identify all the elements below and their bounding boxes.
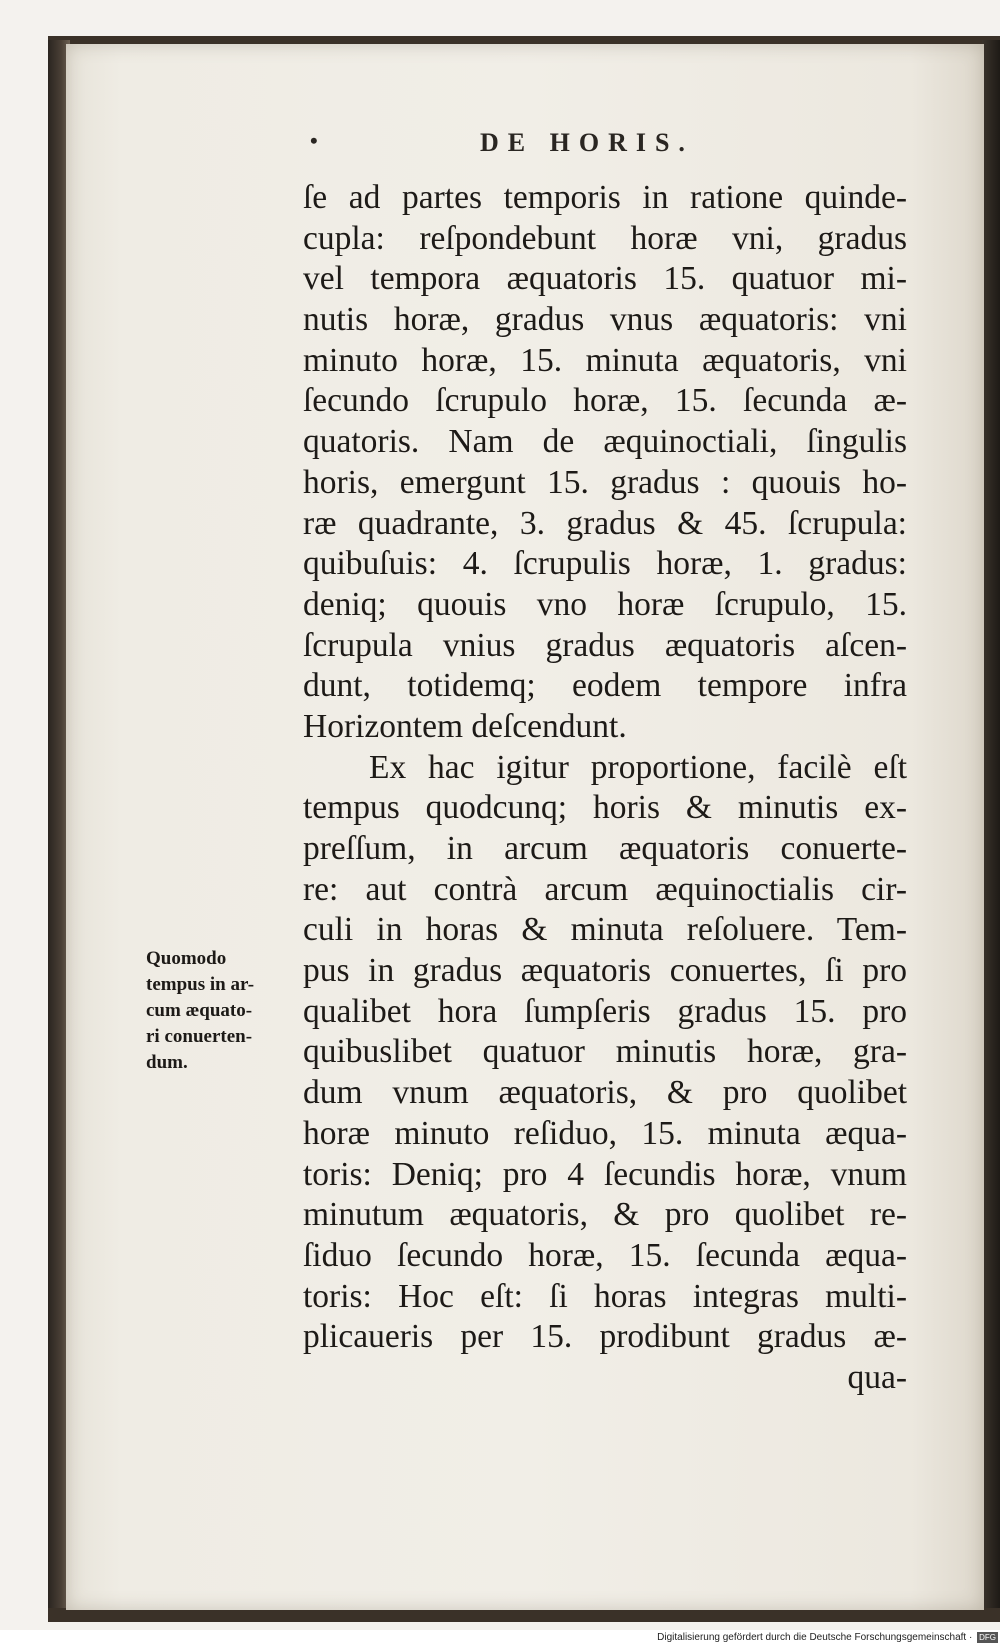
marginal-line: ri conuerten- <box>146 1026 253 1047</box>
text-line: toris: Hoc eſt: ſi horas integras multi- <box>303 1277 907 1315</box>
credit-text: Digitalisierung gefördert durch die Deutsche Forschungsgemeinschaft · <box>657 1632 973 1643</box>
book-edge-right <box>982 40 1000 1620</box>
text-line: vel tempora æquatoris 15. quatuor mi- <box>303 260 907 298</box>
marginal-note <box>146 946 296 1076</box>
body-text <box>303 178 907 1399</box>
text-line: Horizontem deſcendunt. <box>303 707 627 745</box>
marginal-line: Quomodo <box>146 948 227 969</box>
marginal-line: dum. <box>146 1052 188 1073</box>
text-line: dum vnum æquatoris, & pro quolibet <box>303 1074 907 1112</box>
header-title: DE HORIS. <box>480 128 694 157</box>
text-line: quatoris. Nam de æquinoctiali, ſingulis <box>303 423 907 461</box>
marginal-line: cum æquato- <box>146 1000 253 1021</box>
text-line: qualibet hora ſumpſeris gradus 15. pro <box>303 992 907 1030</box>
text-line: toris: Deniq; pro 4 ſecundis horæ, vnum <box>303 1155 907 1193</box>
text-line: horis, emergunt 15. gradus : quouis ho- <box>303 463 907 501</box>
text-line: deniq; quouis vno horæ ſcrupulo, 15. <box>303 585 907 623</box>
text-line: ſcrupula vnius gradus æquatoris aſcen- <box>303 626 907 664</box>
text-line: re: aut contrà arcum æquinoctialis cir- <box>303 870 907 908</box>
text-line: quibuslibet quatuor minutis horæ, gra- <box>303 1033 907 1071</box>
text-line: minuto horæ, 15. minuta æquatoris, vni <box>303 341 907 379</box>
text-line: Ex hac igitur proportione, facilè eſt <box>369 748 907 786</box>
text-line: cupla: reſpondebunt horæ vni, gradus <box>303 219 907 257</box>
text-line: ræ quadrante, 3. gradus & 45. ſcrupula: <box>303 504 907 542</box>
running-header <box>310 128 910 168</box>
text-line: preſſum, in arcum æquatoris conuerte- <box>303 830 907 867</box>
text-line: quibuſuis: 4. ſcrupulis horæ, 1. gradus: <box>303 545 907 583</box>
text-line: nutis horæ, gradus vnus æquatoris: vni <box>303 301 907 339</box>
text-line: pus in gradus æquatoris conuertes, ſi pro <box>303 952 907 990</box>
digitization-credit <box>578 1632 998 1643</box>
text-line: ſiduo ſecundo horæ, 15. ſecunda æqua- <box>303 1236 907 1274</box>
text-line: tempus quodcunq; horis & minutis ex- <box>303 789 907 827</box>
text-line: plicaueris per 15. prodibunt gradus æ- <box>303 1318 907 1356</box>
text-line: dunt, totidemq; eodem tempore infra <box>303 667 907 705</box>
catchword: qua- <box>847 1358 907 1396</box>
text-line: horæ minuto reſiduo, 15. minuta æqua- <box>303 1114 907 1152</box>
text-line: ſe ad partes temporis in ratione quinde- <box>303 179 907 216</box>
text-line: culi in horas & minuta reſoluere. Tem- <box>303 911 907 949</box>
text-line: ſecundo ſcrupulo horæ, 15. ſecunda æ- <box>303 382 907 420</box>
header-mark: • <box>310 128 318 153</box>
text-line: minutum æquatoris, & pro quolibet re- <box>303 1196 907 1234</box>
book-edge-bottom <box>48 1608 1000 1622</box>
marginal-line: tempus in ar- <box>146 974 255 995</box>
dfg-logo: DFG <box>979 1633 996 1642</box>
